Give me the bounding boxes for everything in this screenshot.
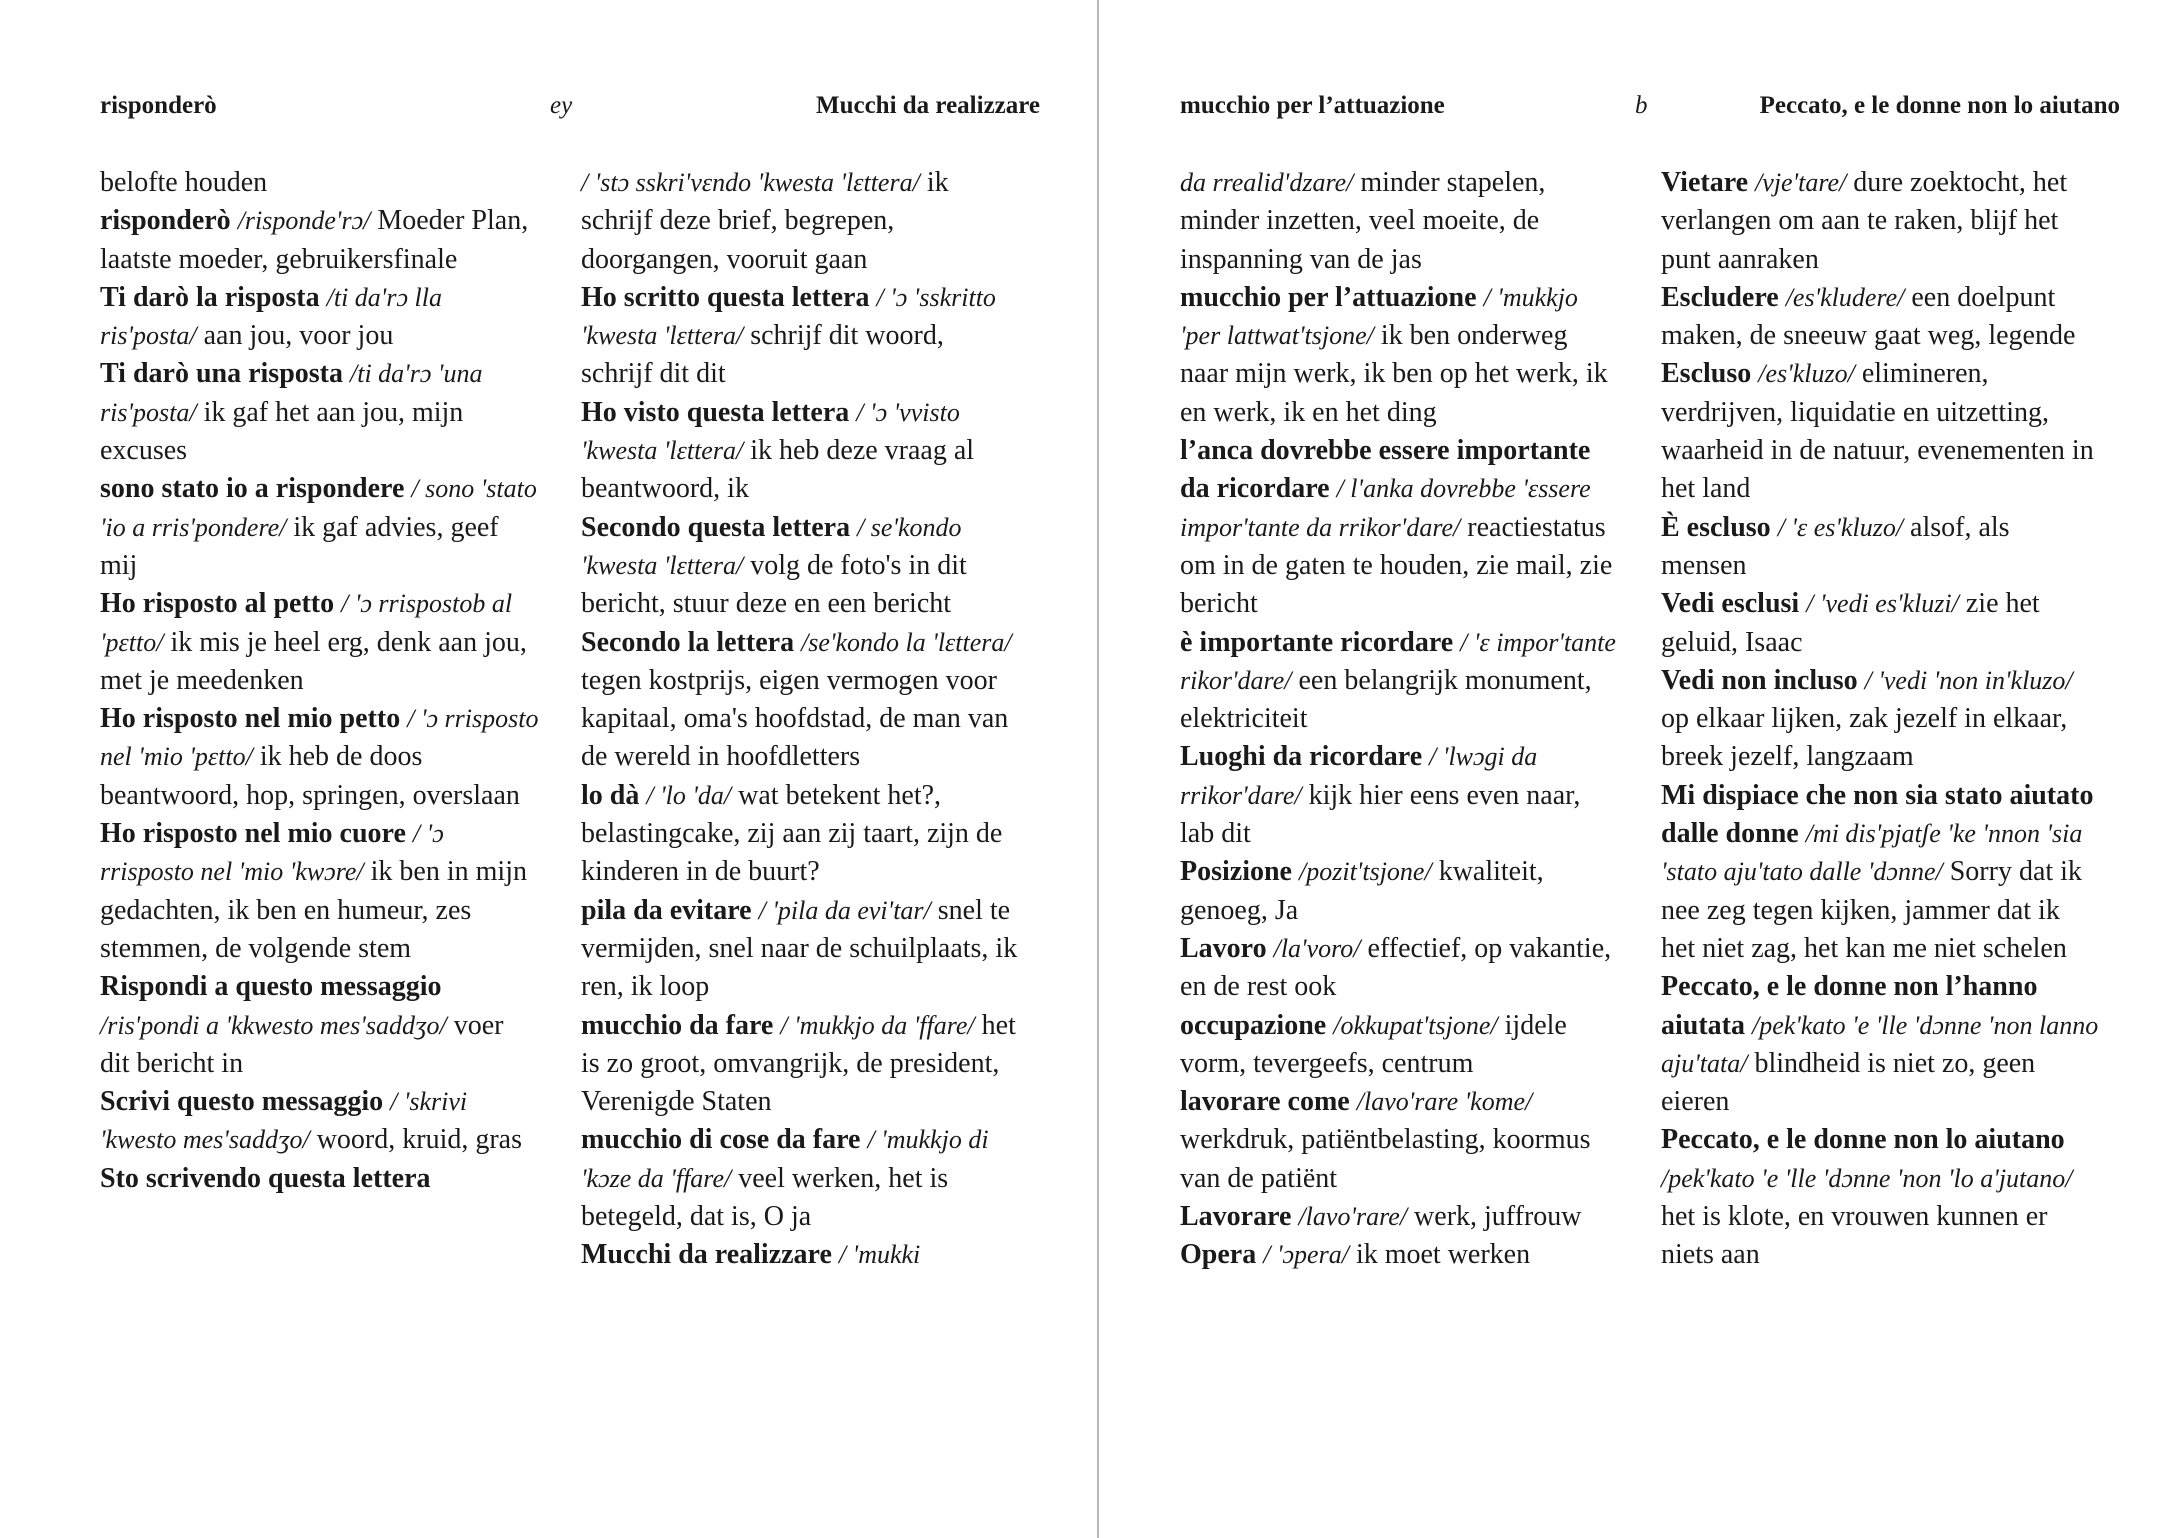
dictionary-entry xyxy=(581,777,1021,892)
dictionary-entry xyxy=(581,1007,1021,1122)
gloss: minder stapelen, minder inzetten, veel moeite, de inspanning van de jas xyxy=(1180,167,1546,275)
headword: Vedi non incluso xyxy=(1661,664,1858,696)
headword: Mucchi da realizzare xyxy=(581,1239,832,1271)
pronunciation: /pek'kato 'e 'lle 'dɔnne 'non lanno aju'tata/ xyxy=(1661,1010,2099,1078)
headword: Mi dispiace che non sia stato aiutato dalle donne xyxy=(1661,779,2094,850)
pronunciation: /vje'tare/ xyxy=(1755,168,1847,197)
headword: Luoghi da ricordare xyxy=(1180,741,1423,773)
dictionary-entry xyxy=(100,815,540,968)
dictionary-entry xyxy=(1180,1198,1620,1236)
dictionary-entry xyxy=(1180,853,1620,930)
gloss: op elkaar lijken, zak jezelf in elkaar, breek jezelf, langzaam xyxy=(1661,703,2068,773)
pronunciation: /ti da'rɔ 'una ris'posta/ xyxy=(100,359,483,427)
gloss: ik mis je heel erg, denk aan jou, met je meedenken xyxy=(100,626,527,696)
headword: Rispondi a questo messaggio xyxy=(100,971,442,1003)
headword: è importante ricordare xyxy=(1180,626,1454,658)
dictionary-entry xyxy=(581,892,1021,1007)
pronunciation: / 'ɔ 'vvisto 'kwesta 'lɛttera/ xyxy=(581,397,960,466)
headword: mucchio per l’attuazione xyxy=(1180,281,1477,313)
dictionary-entry xyxy=(1661,355,2101,508)
pronunciation: /lavo'rare 'kome/ xyxy=(1356,1087,1533,1117)
dictionary-entry xyxy=(100,355,540,470)
gloss: het is klote, en vrouwen kunnen er niets aan xyxy=(1661,1201,2048,1271)
pronunciation: / 'skrivi 'kwesto mes'saddʒo/ xyxy=(100,1087,468,1155)
pronunciation: / 'pila da evi'tar/ xyxy=(758,895,931,925)
headword: l’anca dovrebbe essere importante da ricordare xyxy=(1180,435,1591,505)
page-gutter-divider xyxy=(1097,0,1099,1538)
dictionary-entry xyxy=(1661,777,2101,968)
dictionary-entry xyxy=(581,394,1021,509)
dictionary-entry xyxy=(1180,164,1620,279)
headword: Peccato, e le donne non lo aiutano xyxy=(1661,1124,2065,1156)
dictionary-entry xyxy=(581,509,1021,624)
pronunciation: / 'mukkjo da 'ffare/ xyxy=(780,1010,975,1040)
dictionary-entry xyxy=(581,624,1021,777)
pronunciation: / 'ɔpera/ xyxy=(1263,1240,1349,1270)
dictionary-entry xyxy=(1180,1007,1620,1084)
pronunciation: / sono 'stato 'io a rris'pondere/ xyxy=(100,474,537,542)
headword: Vedi esclusi xyxy=(1661,588,1800,620)
dictionary-entry xyxy=(1180,738,1620,853)
gloss: wat betekent het?, belastingcake, zij aan zij taart, zijn de kinderen in de buurt? xyxy=(581,779,1003,888)
headword: mucchio di cose da fare xyxy=(581,1124,861,1156)
dictionary-entry xyxy=(1180,624,1620,739)
headword: Ho risposto al petto xyxy=(100,588,335,620)
gloss: ik ben onderweg naar mijn werk, ik ben op het werk, ik en werk, ik en het ding xyxy=(1180,320,1608,428)
gloss: zie het geluid, Isaac xyxy=(1661,588,2040,658)
dictionary-entry xyxy=(100,279,540,356)
pronunciation: /ti da'rɔ lla ris'posta/ xyxy=(100,282,442,351)
gloss: effectief, op vakantie, en de rest ook xyxy=(1180,932,1612,1003)
headword: Vietare xyxy=(1661,167,1749,198)
page-marker: b xyxy=(1635,92,1648,119)
column-4 xyxy=(1661,164,2101,1275)
headword: occupazione xyxy=(1180,1009,1327,1041)
gloss: voer dit bericht in xyxy=(100,1009,504,1079)
gloss: snel te vermijden, snel naar de schuilplaats, ik ren, ik loop xyxy=(581,894,1018,1003)
pronunciation: /risponde'rɔ/ xyxy=(237,206,371,236)
pronunciation: / se'kondo 'kwesta 'lɛttera/ xyxy=(581,512,962,580)
headword: Ho scritto questa lettera xyxy=(581,281,870,313)
headword: Ho risposto nel mio petto xyxy=(100,703,401,735)
headword: sono stato io a rispondere xyxy=(100,473,405,505)
dictionary-entry xyxy=(581,1236,1021,1274)
gloss: werkdruk, patiëntbelasting, koormus van de patiënt xyxy=(1180,1124,1591,1194)
dictionary-entry xyxy=(1180,1236,1620,1274)
headword: Scrivi questo messaggio xyxy=(100,1086,384,1118)
dictionary-entry xyxy=(100,700,540,815)
gloss: alsof, als mensen xyxy=(1661,511,2010,581)
dictionary-entry xyxy=(581,164,1021,279)
gloss: woord, kruid, gras xyxy=(316,1124,522,1156)
pronunciation: /es'kluzo/ xyxy=(1758,359,1855,389)
gloss: ik moet werken xyxy=(1355,1239,1531,1271)
headword: Lavoro xyxy=(1180,932,1267,964)
gloss: blindheid is niet zo, geen eieren xyxy=(1661,1047,2036,1118)
pronunciation: / 'mukki xyxy=(838,1240,921,1270)
running-head xyxy=(1180,88,2120,124)
gloss: ik ben in mijn gedachten, ik ben en humeur, zes stemmen, de volgende stem xyxy=(100,856,527,964)
dictionary-entry xyxy=(1661,662,2101,777)
dictionary-entry xyxy=(1180,432,1620,623)
pronunciation: / l'anka dovrebbe 'ɛssere impor'tante da rrikor'dare/ xyxy=(1180,474,1591,542)
dictionary-entry xyxy=(1661,279,2101,356)
dictionary-entry xyxy=(1661,1121,2101,1274)
gloss: ik heb deze vraag al beantwoord, ik xyxy=(581,435,975,505)
dictionary-entry xyxy=(581,279,1021,394)
gloss: aan jou, voor jou xyxy=(203,320,394,352)
headword: Escludere xyxy=(1661,281,1779,313)
dictionary-entry xyxy=(100,164,540,202)
column-3 xyxy=(1180,164,1620,1275)
gloss: ijdele vorm, tevergeefs, centrum xyxy=(1180,1009,1567,1079)
headword: pila da evitare xyxy=(581,894,752,926)
gloss: dure zoektocht, het verlangen om aan te raken, blijf het punt aanraken xyxy=(1661,167,2068,275)
gloss: veel werken, het is betegeld, dat is, O ja xyxy=(581,1162,949,1233)
pronunciation: / 'vedi es'kluzi/ xyxy=(1806,589,1959,619)
pronunciation: /pozit'tsjone/ xyxy=(1299,857,1432,887)
headword: Posizione xyxy=(1180,856,1292,888)
column-2 xyxy=(581,164,1021,1275)
pronunciation: / 'mukkjo 'per lattwat'tsjone/ xyxy=(1180,282,1578,351)
gloss: reactiestatus om in de gaten te houden, zie mail, zie bericht xyxy=(1180,511,1613,620)
headword: È escluso xyxy=(1661,511,1771,543)
gloss: Moeder Plan, laatste moeder, gebruikersfinale xyxy=(100,205,529,275)
dictionary-entry xyxy=(1661,164,2101,279)
gloss: werk, juffrouw xyxy=(1414,1201,1582,1233)
dictionary-entry xyxy=(1661,509,2101,586)
pronunciation: / 'vedi 'non in'kluzo/ xyxy=(1864,665,2073,695)
pronunciation: /se'kondo la 'lɛttera/ xyxy=(801,627,1012,657)
dictionary-entry xyxy=(100,1083,540,1160)
pronunciation: / 'ɔ rrisposto nel 'mio 'pɛtto/ xyxy=(100,704,539,772)
headword: Lavorare xyxy=(1180,1201,1292,1233)
headword: Secondo questa lettera xyxy=(581,511,851,543)
running-head-right: Peccato, e le donne non lo aiutano xyxy=(1759,92,2120,119)
gloss: belofte houden xyxy=(100,167,268,198)
gloss: kwaliteit, genoeg, Ja xyxy=(1180,856,1544,926)
dictionary-entry xyxy=(1180,1083,1620,1198)
gloss: Sorry dat ik nee zeg tegen kijken, jammer dat ik het niet zag, het kan me niet schelen xyxy=(1661,856,2082,964)
dictionary-entry xyxy=(100,470,540,585)
headword: lavorare come xyxy=(1180,1086,1350,1118)
gloss: ik heb de doos beantwoord, hop, springen, overslaan xyxy=(100,741,520,811)
dictionary-entry xyxy=(100,968,540,1083)
gloss: schrijf dit woord, schrijf dit dit xyxy=(581,320,944,390)
pronunciation: /la'voro/ xyxy=(1273,933,1361,963)
dictionary-entry xyxy=(581,1121,1021,1236)
gloss: kijk hier eens even naar, lab dit xyxy=(1180,779,1581,850)
headword: Ho visto questa lettera xyxy=(581,396,850,428)
gloss: een doelpunt maken, de sneeuw gaat weg, legende xyxy=(1661,281,2076,352)
dictionary-entry xyxy=(1661,968,2101,1121)
pronunciation: /okkupat'tsjone/ xyxy=(1333,1010,1498,1040)
pronunciation: / 'lwɔgi da rrikor'dare/ xyxy=(1180,742,1538,810)
running-head-left: risponderò xyxy=(100,92,217,119)
gloss: ik gaf het aan jou, mijn excuses xyxy=(100,396,464,467)
pronunciation: / 'mukkjo di 'kɔze da 'ffare/ xyxy=(581,1125,989,1193)
pronunciation: /mi dis'pjatʃe 'ke 'nnon 'sia 'stato aju'tato dalle 'dɔnne/ xyxy=(1661,819,2083,887)
gloss: ik schrijf deze brief, begrepen, doorgangen, vooruit gaan xyxy=(581,167,949,275)
page-marker: ey xyxy=(550,92,573,119)
pronunciation: / 'ɛ es'kluzo/ xyxy=(1777,512,1904,542)
column-1 xyxy=(100,164,540,1198)
running-head-left: mucchio per l’attuazione xyxy=(1180,92,1445,119)
pronunciation: /pek'kato 'e 'lle 'dɔnne 'non 'lo a'jutano/ xyxy=(1661,1163,2073,1193)
dictionary-entry xyxy=(1661,585,2101,662)
dictionary-entry xyxy=(1180,930,1620,1007)
gloss: elimineren, verdrijven, liquidatie en uitzetting, waarheid in de natuur, evenementen in het land xyxy=(1661,358,2094,505)
pronunciation: /ris'pondi a 'kkwesto mes'saddʒo/ xyxy=(100,1010,447,1040)
headword: Ho risposto nel mio cuore xyxy=(100,818,406,850)
dictionary-entry xyxy=(1180,279,1620,432)
right-page xyxy=(1100,0,2182,1538)
pronunciation: / 'ɔ rrispostob al 'pɛtto/ xyxy=(100,589,513,657)
dictionary-entry xyxy=(100,585,540,700)
headword: Ti darò la risposta xyxy=(100,281,320,313)
pronunciation: /es'kludere/ xyxy=(1785,282,1905,312)
pronunciation: / 'stɔ sskri'vɛndo 'kwesta 'lɛttera/ xyxy=(581,168,920,197)
dictionary-entry xyxy=(100,1160,540,1198)
running-head-right: Mucchi da realizzare xyxy=(815,92,1040,119)
headword: Sto scrivendo questa lettera xyxy=(100,1162,431,1194)
headword: Peccato, e le donne non l’hanno aiutata xyxy=(1661,971,2038,1041)
pronunciation: / 'ɛ impor'tante rikor'dare/ xyxy=(1180,627,1616,695)
headword: lo dà xyxy=(581,779,640,811)
headword: Escluso xyxy=(1661,358,1752,390)
running-head xyxy=(100,88,1040,124)
dictionary-entry xyxy=(100,202,540,279)
gloss: volg de foto's in dit bericht, stuur deze en een bericht xyxy=(581,549,967,620)
gloss: een belangrijk monument, elektriciteit xyxy=(1180,664,1592,735)
pronunciation: / 'lo 'da/ xyxy=(646,780,732,810)
headword: Opera xyxy=(1180,1239,1257,1271)
headword: Ti darò una risposta xyxy=(100,358,343,390)
pronunciation: / 'ɔ 'sskritto 'kwesta 'lɛttera/ xyxy=(581,282,996,351)
headword: mucchio da fare xyxy=(581,1009,774,1041)
pronunciation: / 'ɔ rrisposto nel 'mio 'kwɔre/ xyxy=(100,819,444,887)
headword: Secondo la lettera xyxy=(581,626,795,658)
gloss: tegen kostprijs, eigen vermogen voor kapitaal, oma's hoofdstad, de man van de wereld in hoofdletters xyxy=(581,664,1009,773)
gloss: ik gaf advies, geef mij xyxy=(100,511,499,581)
headword: risponderò xyxy=(100,205,231,237)
pronunciation: /lavo'rare/ xyxy=(1298,1202,1408,1232)
gloss: het is zo groot, omvangrijk, de president, Verenigde Staten xyxy=(581,1009,1016,1118)
pronunciation: da rrealid'dzare/ xyxy=(1180,168,1354,197)
